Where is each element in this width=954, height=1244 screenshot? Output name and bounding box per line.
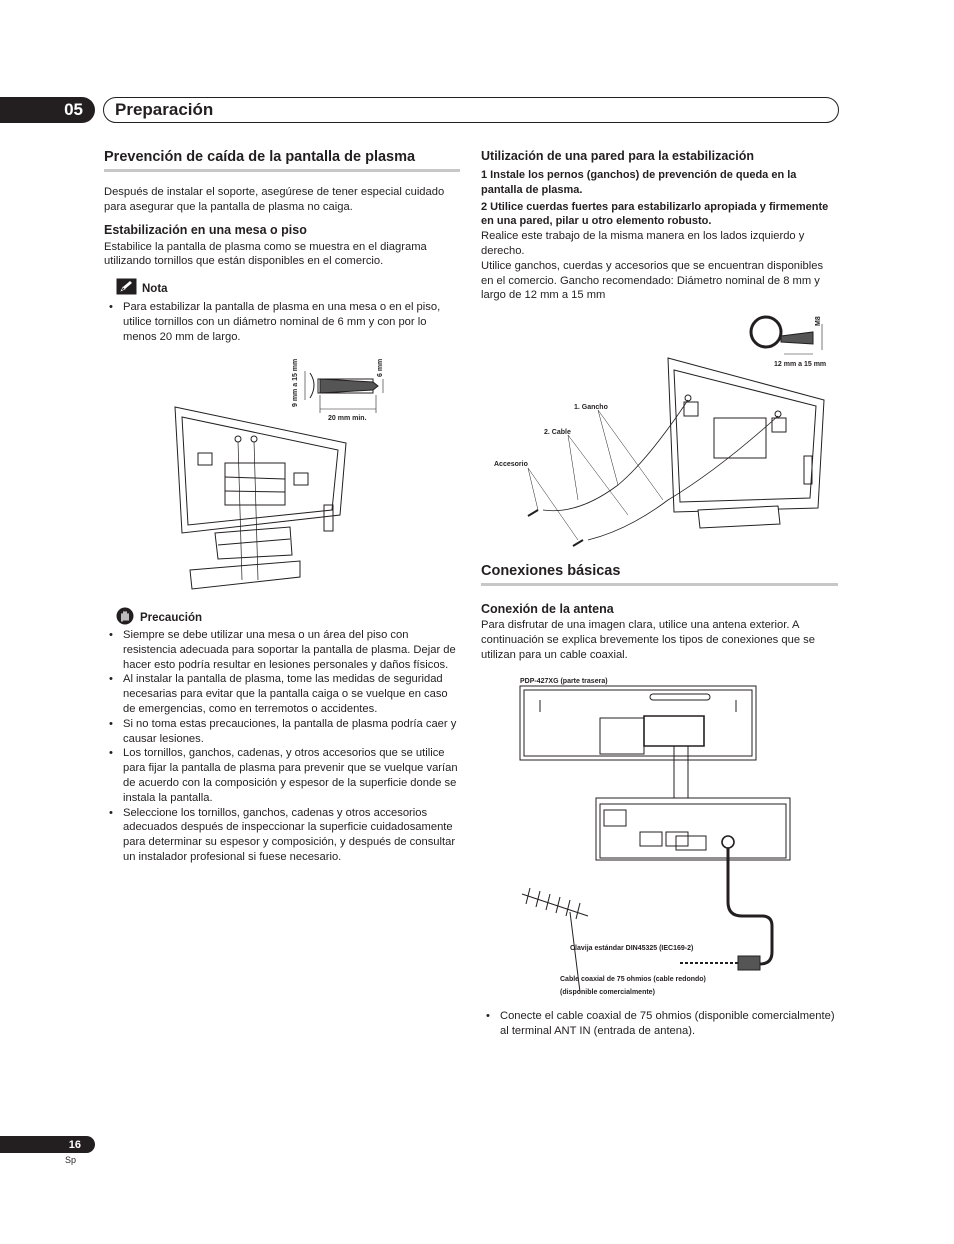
- table-stabilization-figure: [170, 355, 395, 595]
- page-number: 16: [0, 1136, 95, 1153]
- note-label: Nota: [142, 282, 168, 295]
- antenna-item: • Conecte el cable coaxial de 75 ohmios (disponible comercialmente) al terminal ANT IN (entrada de antena).: [481, 1009, 838, 1039]
- wall-section-title: Utilización de una pared para la estabilización: [481, 149, 754, 163]
- wall-text-2: Utilice ganchos, cuerdas y accesorios que se encuentran disponibles en el comercio. Gancho recomendado: Diámetro nominal de 8 mm y largo de 12 mm a 15 mm: [481, 259, 824, 302]
- model-label: PDP-427XG (parte trasera): [520, 678, 608, 685]
- screw-diagram: [305, 371, 383, 413]
- cable-label-line1: Cable coaxial de 75 ohmios (cable redondo): [560, 976, 706, 983]
- caution-list: [104, 628, 460, 865]
- caution-label: Precaución: [140, 611, 202, 624]
- antenna-notes: [481, 1009, 838, 1039]
- subsection-text-table: Estabilice la pantalla de plasma como se muestra en el diagrama utilizando tornillos que están disponibles en el comercio.: [104, 240, 427, 268]
- intro-text: Después de instalar el soporte, asegúrese de tener especial cuidado para asegurar que la pantalla de plasma no caiga.: [104, 186, 445, 213]
- wall-stabilization-figure: [488, 310, 833, 555]
- section-rule: [104, 169, 460, 172]
- caution-item: • Siempre se debe utilizar una mesa o un área del piso con resistencia adecuada para soportar la pantalla de plasma. Dejar de hacer esto podría resultar en lesiones personales y daños físicos.: [104, 628, 460, 672]
- caution-item: • Los tornillos, ganchos, cadenas, y otros accesorios que se utilice para fijar la pantalla de plasma para prevenir que se vuelque varían de acuerdo con la composición y espesor de la superficie donde se instala la pantalla.: [104, 746, 460, 805]
- caution-item: • Si no toma estas precauciones, la pantalla de plasma podría caer y causar lesiones.: [104, 717, 460, 747]
- accesorio-label: Accesorio: [494, 461, 528, 468]
- antenna-text: Para disfrutar de una imagen clara, utilice una antena exterior. A continuación se explica brevemente los tipos de conexiones que se utilizan para un cable coaxial.: [481, 619, 815, 661]
- wall-step-1: 1 Instale los pernos (ganchos) de prevención de queda en la pantalla de plasma.: [481, 169, 797, 196]
- left-column: [104, 149, 460, 269]
- eye-hook-diagram: [751, 317, 822, 354]
- screw-length-label: 20 mm min.: [328, 415, 367, 422]
- plug-label: Clavija estándar DIN45325 (IEC169-2): [570, 945, 694, 952]
- hook-length-label: 12 mm a 15 mm: [774, 361, 827, 368]
- cable-label-line2: (disponible comercialmente): [560, 989, 655, 996]
- cable-label: 2. Cable: [544, 429, 571, 436]
- antenna-connection-figure: [500, 672, 800, 1002]
- tv-rear-wall-diagram: [528, 358, 827, 546]
- caution-item: • Al instalar la pantalla de plasma, tome las medidas de seguridad necesarias para evitar que la pantalla caiga o se vuelque en caso de emergencias, como en terremotos o accidentes.: [104, 672, 460, 716]
- subsection-title-table: Estabilización en una mesa o piso: [104, 222, 307, 237]
- gancho-label: 1. Gancho: [574, 404, 608, 411]
- wall-text-1: Realice este trabajo de la misma manera en los lados izquierdo y derecho.: [481, 230, 805, 257]
- hand-caution-icon: [116, 607, 134, 625]
- screw-diameter-label: 6 mm: [377, 358, 384, 377]
- hook-m8-label: M8: [815, 316, 822, 326]
- note-item: • Para estabilizar la pantalla de plasma en una mesa o en el piso, utilice tornillos con un diámetro nominal de 6 mm y con por lo menos 20 mm de largo.: [104, 300, 460, 344]
- caution-item: • Seleccione los tornillos, ganchos, cadenas y otros accesorios adecuados después de inspeccionar la superficie cuidadosamente para determinar su espesor y composición, y después de consultar un instalador profesional si fuese necesario.: [104, 806, 460, 865]
- section-title-fall-prevention: Prevención de caída de la pantalla de plasma: [104, 149, 416, 165]
- chapter-number: 05: [0, 97, 95, 123]
- note-list: [104, 300, 460, 344]
- connections-section: [481, 563, 838, 662]
- chapter-title: Preparación: [103, 97, 839, 123]
- wall-step-2: 2 Utilice cuerdas fuertes para estabilizarlo apropiada y firmemente en una pared, pilar u otro elemento robusto.: [481, 200, 829, 228]
- antenna-list: [481, 1009, 838, 1039]
- caution-block: [104, 607, 460, 865]
- right-column-wall: [481, 149, 838, 303]
- language-code: Sp: [65, 1155, 77, 1165]
- pencil-note-icon: [116, 278, 137, 295]
- screw-height-label: 9 mm a 15 mm: [292, 358, 299, 407]
- connections-rule: [481, 583, 838, 586]
- connections-title: Conexiones básicas: [481, 563, 621, 579]
- tv-rear-diagram: [175, 407, 346, 589]
- antenna-title: Conexión de la antena: [481, 602, 614, 616]
- note-block: [104, 278, 460, 344]
